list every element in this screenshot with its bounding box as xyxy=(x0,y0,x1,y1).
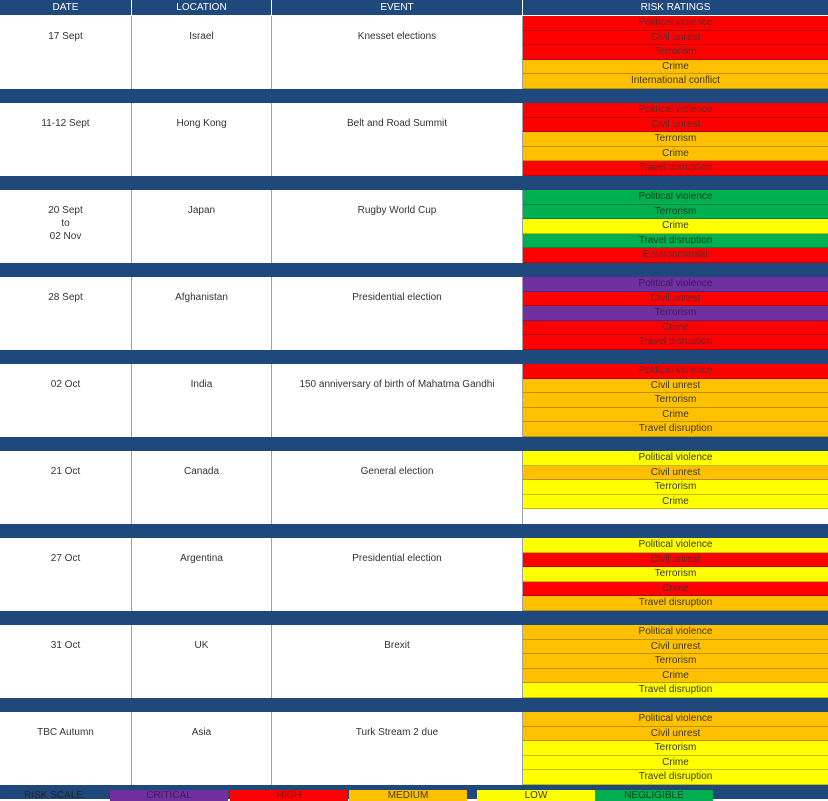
cell-event xyxy=(272,364,523,437)
cell-date-text: 17 Sept xyxy=(48,31,83,42)
cell-event xyxy=(272,625,523,698)
risk-rating: Terrorism xyxy=(523,45,828,60)
cell-location xyxy=(132,538,272,611)
risk-rating: Travel disruption xyxy=(523,683,828,698)
cell-location xyxy=(132,16,272,89)
cell-event xyxy=(272,712,523,785)
scale-medium: MEDIUM xyxy=(349,790,467,801)
risk-rating: Travel disruption xyxy=(523,234,828,249)
risk-rating: Crime xyxy=(523,669,828,684)
cell-date-text: 31 Oct xyxy=(50,640,81,651)
cell-date-text: 20 Sept to 02 Nov xyxy=(48,205,83,242)
risk-rating: Terrorism xyxy=(523,741,828,756)
scale-negligible: NEGLIGIBLE xyxy=(595,790,713,801)
cell-event xyxy=(272,190,523,263)
risk-rating: Environmental xyxy=(523,248,828,263)
row-separator xyxy=(0,89,828,103)
risk-rating: Crime xyxy=(523,495,828,510)
risk-rating: Travel disruption xyxy=(523,596,828,611)
cell-date xyxy=(0,103,132,176)
risk-rating: Crime xyxy=(523,219,828,234)
cell-date-text: 02 Oct xyxy=(50,379,81,390)
cell-location-text: Asia xyxy=(191,727,212,738)
cell-location-text: Argentina xyxy=(180,553,223,564)
risk-scale-label: RISK SCALE: xyxy=(24,790,86,801)
risk-rating: Political violence xyxy=(523,364,828,379)
scale-low: LOW xyxy=(477,790,595,801)
cell-event-text: General election xyxy=(360,466,434,477)
risk-rating: Civil unrest xyxy=(523,379,828,394)
cell-location xyxy=(132,190,272,263)
risk-rating: Crime xyxy=(523,147,828,162)
risk-rating: Crime xyxy=(523,60,828,75)
risk-rating: Travel disruption xyxy=(523,335,828,350)
cell-event-text: Presidential election xyxy=(352,553,442,564)
risk-rating: Terrorism xyxy=(523,393,828,408)
row-separator xyxy=(0,263,828,277)
risk-rating: Terrorism xyxy=(523,205,828,220)
cell-event-text: Belt and Road Summit xyxy=(346,118,448,129)
risk-rating: Political violence xyxy=(523,451,828,466)
risk-rating: Civil unrest xyxy=(523,466,828,481)
risk-rating: Travel disruption xyxy=(523,770,828,785)
risk-rating: Terrorism xyxy=(523,306,828,321)
cell-location xyxy=(132,451,272,524)
cell-event-text: 150 anniversary of birth of Mahatma Gandhi xyxy=(299,379,495,390)
risk-rating: Travel disruption xyxy=(523,161,828,176)
risk-rating: Political violence xyxy=(523,538,828,553)
cell-date xyxy=(0,451,132,524)
cell-date xyxy=(0,712,132,785)
risk-rating: Civil unrest xyxy=(523,727,828,742)
risk-rating: Political violence xyxy=(523,16,828,31)
risk-rating: Civil unrest xyxy=(523,118,828,133)
header-risk-ratings: RISK RATINGS xyxy=(523,0,828,15)
cell-date xyxy=(0,625,132,698)
risk-rating: Political violence xyxy=(523,277,828,292)
cell-date-text: 11-12 Sept xyxy=(41,118,90,129)
cell-event xyxy=(272,451,523,524)
row-separator xyxy=(0,524,828,538)
cell-date xyxy=(0,190,132,263)
risk-rating: Crime xyxy=(523,582,828,597)
row-separator xyxy=(0,698,828,712)
cell-event xyxy=(272,16,523,89)
cell-location-text: India xyxy=(190,379,213,390)
cell-date xyxy=(0,538,132,611)
cell-location xyxy=(132,712,272,785)
cell-date-text: 21 Oct xyxy=(50,466,81,477)
risk-rating: Civil unrest xyxy=(523,31,828,46)
cell-location-text: Canada xyxy=(183,466,220,477)
risk-rating: Civil unrest xyxy=(523,640,828,655)
risk-rating: Terrorism xyxy=(523,480,828,495)
cell-event xyxy=(272,538,523,611)
row-separator xyxy=(0,176,828,190)
cell-location-text: Hong Kong xyxy=(176,118,227,129)
risk-rating: Political violence xyxy=(523,625,828,640)
header-date: DATE xyxy=(0,0,131,15)
cell-date-text: TBC Autumn xyxy=(37,727,94,738)
cell-event-text: Turk Stream 2 due xyxy=(355,727,439,738)
cell-date xyxy=(0,364,132,437)
cell-date-text: 27 Oct xyxy=(50,553,81,564)
cell-location xyxy=(132,277,272,350)
cell-event xyxy=(272,277,523,350)
cell-location-text: Japan xyxy=(187,205,216,216)
cell-event-text: Brexit xyxy=(384,640,410,651)
scale-critical: CRITICAL xyxy=(110,790,228,801)
cell-location xyxy=(132,364,272,437)
risk-rating: Crime xyxy=(523,408,828,423)
scale-high: HIGH xyxy=(230,790,348,801)
risk-rating: Terrorism xyxy=(523,567,828,582)
cell-date xyxy=(0,16,132,89)
cell-event-text: Rugby World Cup xyxy=(357,205,437,216)
risk-rating: Political violence xyxy=(523,190,828,205)
cell-event xyxy=(272,103,523,176)
risk-rating: Civil unrest xyxy=(523,553,828,568)
cell-location-text: Israel xyxy=(189,31,214,42)
risk-rating: Civil unrest xyxy=(523,292,828,307)
cell-event-text: Knesset elections xyxy=(357,31,437,42)
risk-rating: International conflict xyxy=(523,74,828,89)
header-event: EVENT xyxy=(272,0,522,15)
cell-location-text: Afghanistan xyxy=(175,292,228,303)
row-separator xyxy=(0,437,828,451)
cell-location xyxy=(132,625,272,698)
risk-rating: Travel disruption xyxy=(523,422,828,437)
cell-location-text: UK xyxy=(194,640,209,651)
risk-rating: Crime xyxy=(523,321,828,336)
risk-rating: Terrorism xyxy=(523,132,828,147)
cell-location xyxy=(132,103,272,176)
risk-rating: Crime xyxy=(523,756,828,771)
cell-date-text: 28 Sept xyxy=(48,292,83,303)
risk-rating: Terrorism xyxy=(523,654,828,669)
row-separator xyxy=(0,350,828,364)
row-separator xyxy=(0,611,828,625)
cell-event-text: Presidential election xyxy=(352,292,442,303)
risk-rating: Political violence xyxy=(523,712,828,727)
risk-rating: Political violence xyxy=(523,103,828,118)
cell-date xyxy=(0,277,132,350)
header-location: LOCATION xyxy=(132,0,271,15)
